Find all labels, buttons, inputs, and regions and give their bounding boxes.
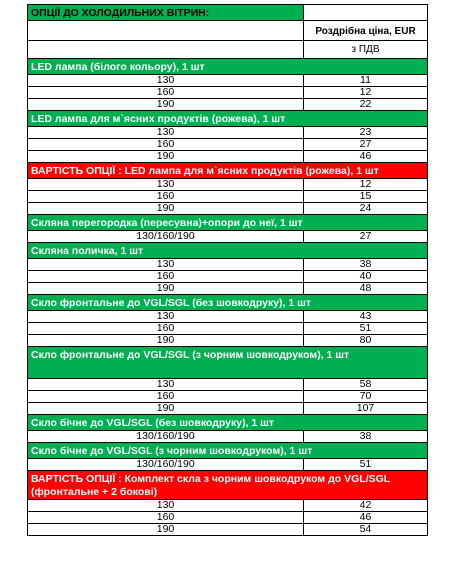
section-header-row <box>27 443 428 459</box>
price-cell: 27 <box>359 231 372 242</box>
price-row <box>27 191 428 203</box>
size-cell: 130 <box>28 259 304 270</box>
size-cell: 130/160/190 <box>28 431 304 442</box>
price-cell: 51 <box>359 323 372 334</box>
price-row <box>27 403 428 415</box>
size-cell: 160 <box>28 87 304 98</box>
price-column-header: Роздрібна ціна, EUR <box>315 26 416 37</box>
size-cell: 160 <box>28 512 304 523</box>
size-cell: 160 <box>28 139 304 150</box>
vat-label: з ПДВ <box>351 44 380 55</box>
size-cell: 130/160/190 <box>28 231 304 242</box>
size-cell: 190 <box>28 151 304 162</box>
price-row <box>27 75 428 87</box>
price-cell: 22 <box>359 99 372 110</box>
section-header-row <box>27 111 428 127</box>
section-header-row <box>27 215 428 231</box>
price-cell: 107 <box>356 403 375 414</box>
price-cell: 27 <box>359 139 372 150</box>
price-cell: 51 <box>359 459 372 470</box>
price-row <box>27 87 428 99</box>
price-row <box>27 151 428 163</box>
section-label: Скло бічне до VGL/SGL (з чорним шовкодруком), 1 шт <box>28 443 427 458</box>
section-label: Скло фронтальне до VGL/SGL (з чорним шовкодруком), 1 шт <box>28 347 427 378</box>
section-label: Скляна поличка, 1 шт <box>28 243 427 258</box>
price-cell: 38 <box>359 431 372 442</box>
price-cell: 38 <box>359 259 372 270</box>
section-header-row <box>27 415 428 431</box>
size-cell: 160 <box>28 191 304 202</box>
size-cell: 130 <box>28 127 304 138</box>
price-cell: 70 <box>359 391 372 402</box>
price-row <box>27 379 428 391</box>
price-cell: 12 <box>359 87 372 98</box>
price-row <box>27 431 428 443</box>
size-cell: 130/160/190 <box>28 459 304 470</box>
size-cell: 190 <box>28 283 304 294</box>
price-row <box>27 139 428 151</box>
section-label: LED лампа (білого кольору), 1 шт <box>28 59 427 74</box>
price-cell: 46 <box>359 151 372 162</box>
price-row <box>27 323 428 335</box>
size-cell: 190 <box>28 99 304 110</box>
section-label: ВАРТІСТЬ ОПЦІЇ : LED лампа для м`ясних продуктів (рожева), 1 шт <box>28 163 427 178</box>
price-cell: 42 <box>359 500 372 511</box>
section-label: Скляна перегородка (пересувна)+опори до неї, 1 шт <box>28 215 427 230</box>
price-row <box>27 283 428 295</box>
section-header-row <box>27 59 428 75</box>
section-label: LED лампа для м`ясних продуктів (рожева), 1 шт <box>28 111 427 126</box>
price-row <box>27 311 428 323</box>
size-cell: 190 <box>28 335 304 346</box>
price-row <box>27 271 428 283</box>
price-row <box>27 127 428 139</box>
size-cell: 160 <box>28 323 304 334</box>
price-table <box>27 4 428 536</box>
size-cell: 130 <box>28 75 304 86</box>
size-cell: 130 <box>28 311 304 322</box>
price-cell: 40 <box>359 271 372 282</box>
section-header-row <box>27 347 428 379</box>
size-cell: 190 <box>28 203 304 214</box>
sections-container <box>27 59 428 536</box>
header-row <box>27 21 428 41</box>
price-row <box>27 391 428 403</box>
price-row <box>27 179 428 191</box>
section-label: Скло бічне до VGL/SGL (без шовкодруку), 1 шт <box>28 415 427 430</box>
price-cell: 43 <box>359 311 372 322</box>
size-cell: 130 <box>28 179 304 190</box>
price-row <box>27 500 428 512</box>
price-row <box>27 335 428 347</box>
price-row <box>27 524 428 536</box>
price-cell: 12 <box>359 179 372 190</box>
price-row <box>27 231 428 243</box>
price-row <box>27 512 428 524</box>
price-cell: 48 <box>359 283 372 294</box>
section-label: Скло фронтальне до VGL/SGL (без шовкодруку), 1 шт <box>28 295 427 310</box>
table-title-row <box>27 4 428 21</box>
price-row <box>27 203 428 215</box>
section-header-row <box>27 163 428 179</box>
size-cell: 160 <box>28 391 304 402</box>
price-cell: 23 <box>359 127 372 138</box>
size-cell: 190 <box>28 524 304 535</box>
size-cell: 130 <box>28 379 304 390</box>
section-header-row <box>27 471 428 500</box>
price-row <box>27 99 428 111</box>
price-cell: 15 <box>359 191 372 202</box>
price-cell: 46 <box>359 512 372 523</box>
price-cell: 54 <box>359 524 372 535</box>
section-label: ВАРТІСТЬ ОПЦІЇ : Комплект скла з чорним шовкодруком до VGL/SGL (фронтальне + 2 бокові) <box>28 471 427 499</box>
section-header-row <box>27 295 428 311</box>
table-title: ОПЦІЇ ДО ХОЛОДИЛЬНИХ ВІТРИН: <box>28 5 304 20</box>
price-cell: 11 <box>360 75 371 86</box>
price-row <box>27 459 428 471</box>
vat-row <box>27 41 428 59</box>
price-row <box>27 259 428 271</box>
size-cell: 190 <box>28 403 304 414</box>
price-cell: 24 <box>359 203 372 214</box>
section-header-row <box>27 243 428 259</box>
price-cell: 80 <box>359 335 372 346</box>
price-cell: 58 <box>359 379 372 390</box>
size-cell: 130 <box>28 500 304 511</box>
size-cell: 160 <box>28 271 304 282</box>
